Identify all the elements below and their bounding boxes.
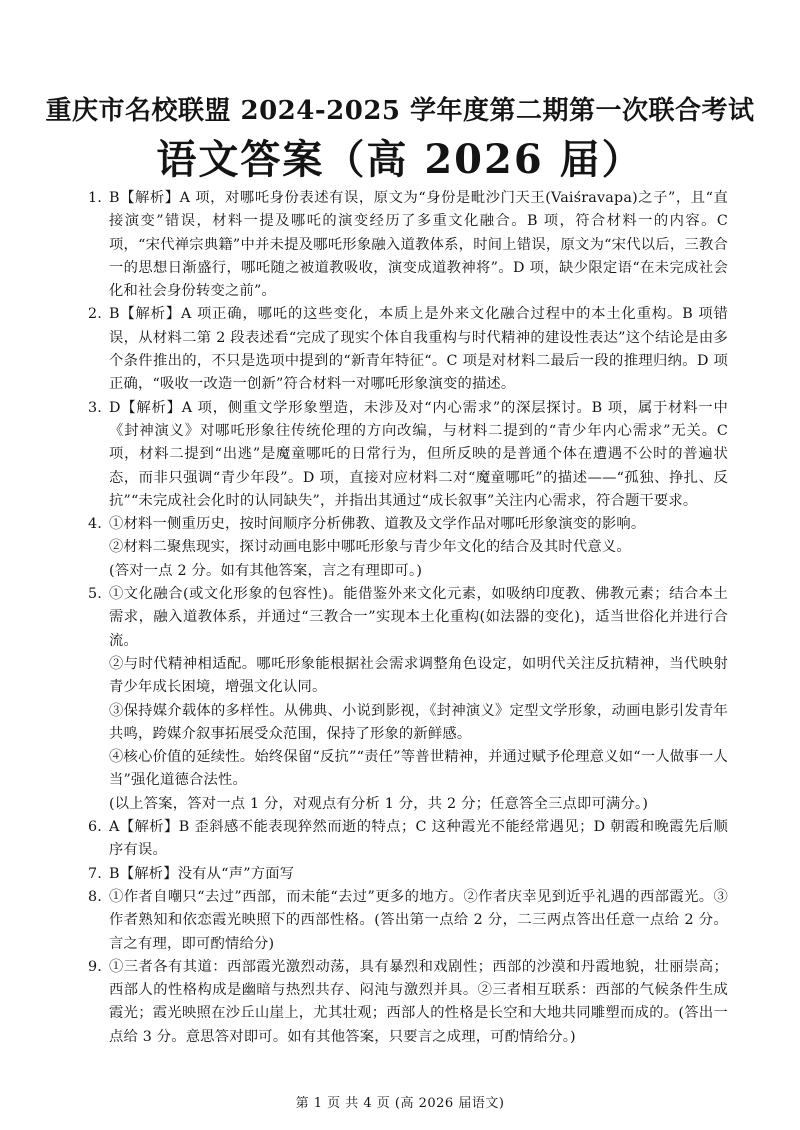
answer-text: B【解析】A 项正确，哪吒的这些变化，本质上是外来文化融合过程中的本土化重构。B 项错误，从材料二第 2 段表述看“完成了现实个体自我重构与时代精神的建设性表达”这个结论是由多个条件推出的，不只是选项中提到的“新青年特征“。C 项是对材料二最后一段的推理归纳。D 项正确，“吸收一改造一创新”符合材料一对哪吒形象演变的描述。 xyxy=(109,306,728,393)
question-number: 8. xyxy=(88,888,103,905)
question-number: 6. xyxy=(88,819,103,836)
page-footer: 第 1 页 共 4 页 (高 2026 届语文) xyxy=(295,1096,505,1111)
answer-point: ②材料二聚焦现实，探讨动画电影中哪吒形象与青少年文化的结合及其时代意义。 xyxy=(109,539,631,556)
answer-text: B【解析】A 项，对哪吒身份表述有误，原文为“身份是毗沙门天王(Vaiśravapa)之子”，且“直接演变”错误，材料一提及哪吒的演变经历了多重文化融合。B 项，符合材料一的内容。C 项，“宋代禅宗典籍”中并未提及哪吒形象融入道教体系，时间上错误，原文为“宋代以后，三教合一的思想日渐盛行，哪吒随之被道教吸收，演变成道教神将”。D 项，缺少限定语“在未完成社会化和社会身份转变之前”。 xyxy=(109,190,728,300)
answer-item xyxy=(88,956,728,1049)
document-header xyxy=(0,0,800,186)
answer-item xyxy=(88,303,728,396)
answer-item xyxy=(88,886,728,956)
answer-body xyxy=(109,583,728,816)
question-number: 9. xyxy=(88,958,103,975)
answer-text: B【解析】没有从“声”方面写 xyxy=(109,865,295,882)
answer-point: ①材料一侧重历史，按时间顺序分析佛教、道教及文学作品对哪吒形象演变的影响。 xyxy=(109,516,646,533)
answer-item xyxy=(88,863,728,886)
answer-text: A【解析】B 歪斜感不能表现猝然而逝的特点；C 这种霞光不能经常遇见；D 朝霞和晚霞先后顺序有误。 xyxy=(109,819,728,859)
question-number: 3. xyxy=(88,399,103,416)
answer-item xyxy=(88,187,728,303)
question-number: 1. xyxy=(88,190,103,206)
answer-text: ①作者自嘲只“去过”西部，而未能“去过”更多的地方。②作者庆幸见到近乎礼遇的西部霞光。③作者熟知和依恋霞光映照下的西部性格。(答出第一点给 2 分，二三两点答出任意一点给 2 分。言之有理，即可酌情给分) xyxy=(109,888,728,952)
answer-item xyxy=(88,583,728,816)
answer-text: ①三者各有其道：西部霞光激烈动荡，具有暴烈和戏剧性；西部的沙漠和丹霞地貌，壮丽崇高；西部人的性格构成是幽暗与热烈共存、闷沌与激烈并具。②三者相互联系：西部的气候条件生成霞光；霞光映照在沙丘山崖上，尤其壮观；西部人的性格是长空和大地共同雕塑而成的。(答出一点给 3 分。意思答对即可。如有其他答案，只要言之成理，可酌情给分。) xyxy=(109,958,728,1045)
scoring-note: (答对一点 2 分。如有其他答案，言之有理即可。) xyxy=(109,562,423,579)
question-number: 5. xyxy=(88,586,103,603)
answer-item xyxy=(88,397,728,513)
answer-list xyxy=(88,187,728,1049)
exam-title: 重庆市名校联盟 2024-2025 学年度第二期第一次联合考试 xyxy=(45,96,755,126)
question-number: 4. xyxy=(88,516,103,533)
answer-body xyxy=(109,513,728,583)
answer-text: D【解析】A 项，侧重文学形象塑造，未涉及对“内心需求”的深层探讨。B 项，属于材料一中《封神演义》对哪吒形象往传统伦理的方向改编，与材料二提到的“青少年内心需求”无关。C 项，材料二提到“出逃”是魔童哪吒的日常行为，但所反映的是普通个体在遭遇不公时的普遍状态，而非只强调“青少年段”。D 项，直接对应材料二对“魔童哪吒”的描述——“孤独、挣扎、反抗”“未完成社会化时的认同缺失”，并指出其通过“成长叙事”关注内心需求，符合题干要求。 xyxy=(109,399,728,509)
answer-point: ④核心价值的延续性。始终保留“反抗”“责任”等普世精神，并通过赋予伦理意义如“一人做事一人当”强化道德合法性。 xyxy=(109,749,728,789)
question-number: 7. xyxy=(88,865,103,882)
answer-item xyxy=(88,513,728,583)
question-number: 2. xyxy=(88,306,103,323)
answer-point: ②与时代精神相适配。哪吒形象能根据社会需求调整角色设定，如明代关注反抗精神，当代映射青少年成长困境，增强文化认同。 xyxy=(109,655,728,696)
answer-item xyxy=(88,816,728,863)
scoring-note: (以上答案，答对一点 1 分，对观点有分析 1 分，共 2 分；任意答全三点即可满分。) xyxy=(109,795,649,812)
answer-point: ①文化融合(或文化形象的包容性)。能借鉴外来文化元素，如吸纳印度教、佛教元素；结合本土需求，融入道教体系，并通过“三教合一”实现本土化重构(如法器的变化)，适当世俗化并进行合流。 xyxy=(109,586,728,649)
answer-title: 语文答案（高 2026 届） xyxy=(156,136,644,183)
answer-point: ③保持媒介载体的多样性。从佛典、小说到影视，《封神演义》定型文学形象，动画电影引发青年共鸣，跨媒介叙事拓展受众范围，保持了形象的新鲜感。 xyxy=(109,702,728,742)
